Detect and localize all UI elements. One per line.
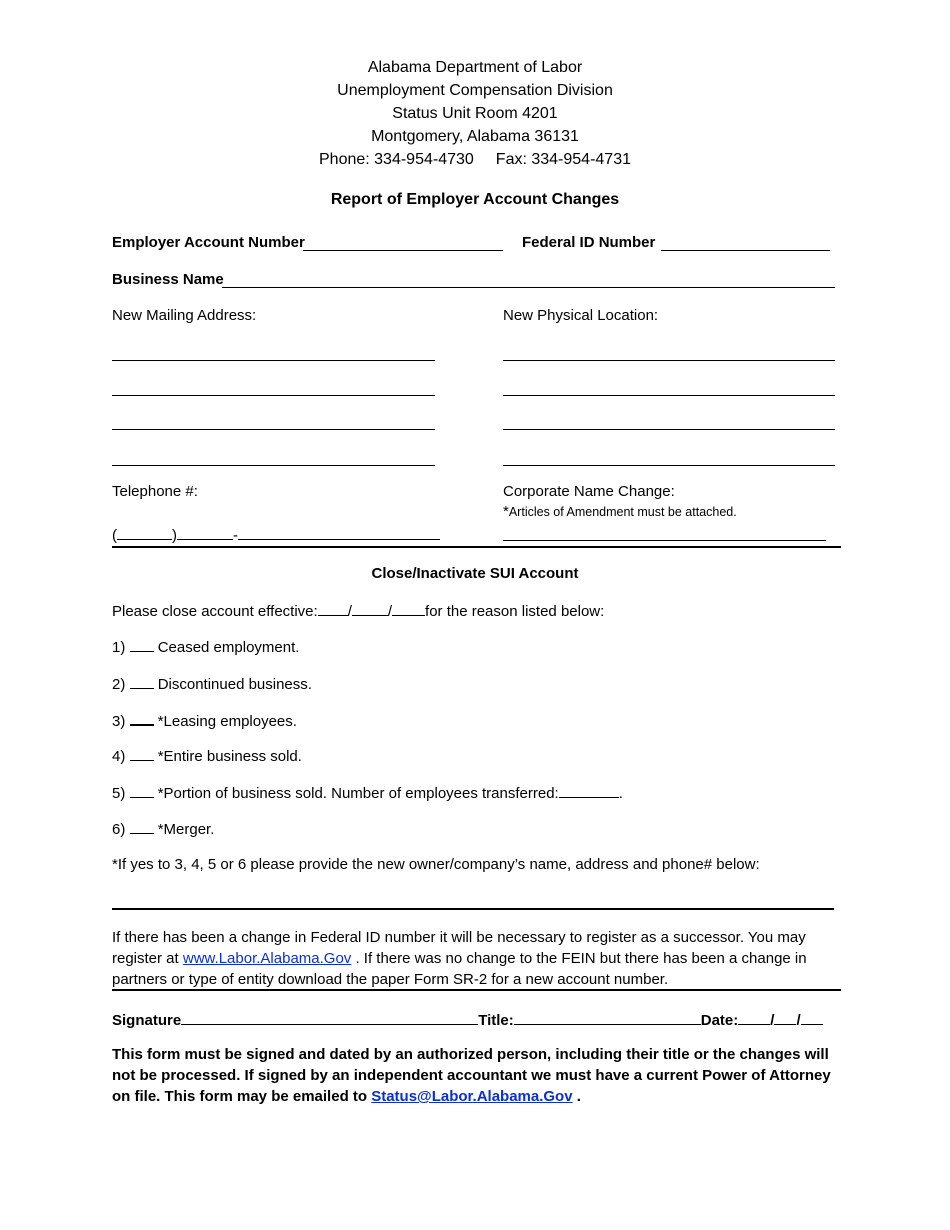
agency-name: Alabama Department of Labor <box>367 59 583 76</box>
new-owner-note: *If yes to 3, 4, 5 or 6 please provide the new owner/company’s name, address and phone# below: <box>112 856 760 873</box>
reason-item-1 <box>112 637 299 656</box>
reason-checkbox-6[interactable] <box>130 819 154 834</box>
telephone-label: Telephone #: <box>112 483 198 500</box>
reason-number: 1) <box>112 639 126 656</box>
title-label: Title: <box>478 1012 514 1029</box>
effective-suffix: for the reason listed below: <box>425 603 605 620</box>
sign-year-input[interactable] <box>801 1010 823 1025</box>
phone-open-paren: ( <box>112 527 117 544</box>
effective-prefix: Please close account effective: <box>112 603 318 620</box>
mailing-address-line-1[interactable] <box>112 360 435 361</box>
mailing-address-line-4[interactable] <box>112 465 435 466</box>
footer-end: . <box>572 1088 581 1105</box>
reason-number: 4) <box>112 748 126 765</box>
mailing-address-line-3[interactable] <box>112 429 435 430</box>
fein-note-part1: If there has been a change in Federal ID number it will be necessary to register as a successor. You may register at <box>112 929 806 967</box>
corporate-name-input[interactable] <box>503 540 826 541</box>
reason-item-4 <box>112 746 302 765</box>
telephone-input[interactable] <box>112 525 440 544</box>
phone-number: Phone: 334-954-4730 <box>319 151 474 168</box>
reason-text: Discontinued business. <box>157 676 312 693</box>
fein-change-note <box>112 927 837 990</box>
physical-location-line-1[interactable] <box>503 360 835 361</box>
signature-row <box>112 1010 823 1029</box>
close-section-heading: Close/Inactivate SUI Account <box>371 565 579 582</box>
sign-slash-2: / <box>796 1012 801 1029</box>
effective-year-input[interactable] <box>392 601 425 616</box>
reason-checkbox-3[interactable] <box>130 710 154 726</box>
reason-text: *Entire business sold. <box>157 748 302 765</box>
phone-close-paren: ) <box>172 527 177 544</box>
reason-checkbox-5[interactable] <box>130 783 154 798</box>
physical-location-label: New Physical Location: <box>503 307 659 324</box>
division-name: Unemployment Compensation Division <box>337 82 613 99</box>
contact-line <box>0 148 950 171</box>
sign-slash-1: / <box>770 1012 775 1029</box>
sign-month-input[interactable] <box>738 1010 770 1025</box>
reason-number: 3) <box>112 713 126 730</box>
city-state-zip: Montgomery, Alabama 36131 <box>371 128 579 145</box>
reason-number: 5) <box>112 785 126 802</box>
reason-checkbox-4[interactable] <box>130 746 154 761</box>
reason-item-6 <box>112 819 214 838</box>
reason-item-3 <box>112 710 297 730</box>
effective-month-input[interactable] <box>318 601 348 616</box>
business-name-label: Business Name <box>112 271 224 288</box>
physical-location-line-3[interactable] <box>503 429 835 430</box>
employees-transferred-input[interactable] <box>559 783 619 798</box>
close-effective-row <box>112 601 604 620</box>
form-title: Report of Employer Account Changes <box>330 191 620 208</box>
reason-number: 2) <box>112 676 126 693</box>
note-asterisk: * <box>503 503 509 520</box>
federal-id-label: Federal ID Number <box>522 234 656 251</box>
reason-checkbox-1[interactable] <box>130 637 154 652</box>
effective-day-input[interactable] <box>352 601 388 616</box>
reason-item-2 <box>112 674 312 693</box>
business-name-input[interactable] <box>222 287 835 288</box>
fax-number: Fax: 334-954-4731 <box>495 151 631 168</box>
physical-location-line-4[interactable] <box>503 465 835 466</box>
labor-website-link[interactable]: www.Labor.Alabama.Gov <box>182 950 352 967</box>
section-divider <box>112 546 841 548</box>
sign-day-input[interactable] <box>774 1010 796 1025</box>
phone-dash: - <box>233 527 238 544</box>
signature-label: Signature <box>112 1012 182 1029</box>
status-email-link[interactable]: Status@Labor.Alabama.Gov <box>371 1088 573 1105</box>
title-input[interactable] <box>514 1010 701 1025</box>
reason-number: 6) <box>112 821 126 838</box>
mailing-address-line-2[interactable] <box>112 395 435 396</box>
date-label: Date: <box>700 1012 739 1029</box>
reason-5-period: . <box>618 785 623 802</box>
articles-note: Articles of Amendment must be attached. <box>508 505 737 519</box>
corporate-name-change-label: Corporate Name Change: <box>503 483 675 500</box>
phone-line-blank[interactable] <box>238 525 440 540</box>
signature-divider <box>112 989 841 991</box>
footer-note <box>112 1044 837 1107</box>
phone-prefix-blank[interactable] <box>177 525 233 540</box>
date-slash-2: / <box>387 603 393 620</box>
new-owner-input[interactable] <box>112 908 834 910</box>
employer-account-input[interactable] <box>303 250 503 251</box>
mailing-address-label: New Mailing Address: <box>112 307 257 324</box>
federal-id-input[interactable] <box>661 250 830 251</box>
signature-input[interactable] <box>181 1010 478 1025</box>
reason-text: *Leasing employees. <box>157 713 297 730</box>
physical-location-line-2[interactable] <box>503 395 835 396</box>
reason-checkbox-2[interactable] <box>130 674 154 689</box>
area-code-blank[interactable] <box>117 525 172 540</box>
reason-text: *Portion of business sold. Number of employees transferred: <box>157 785 559 802</box>
unit-room: Status Unit Room 4201 <box>392 105 558 122</box>
fein-note-part2: . If there was no change to the FEIN but there has been a change in partners or type of entity download the paper Form SR-2 for a new account number. <box>112 950 807 988</box>
footer-text: This form must be signed and dated by an authorized person, including their title or the changes will not be processed. If signed by an independent accountant we must have a current Power of Attorney on file. This form may be emailed to <box>112 1046 831 1105</box>
employer-account-label: Employer Account Number <box>112 234 305 251</box>
reason-text: *Merger. <box>157 821 215 838</box>
reason-item-5 <box>112 783 623 802</box>
corporate-name-note <box>503 503 737 520</box>
date-slash-1: / <box>347 603 352 620</box>
reason-text: Ceased employment. <box>157 639 300 656</box>
